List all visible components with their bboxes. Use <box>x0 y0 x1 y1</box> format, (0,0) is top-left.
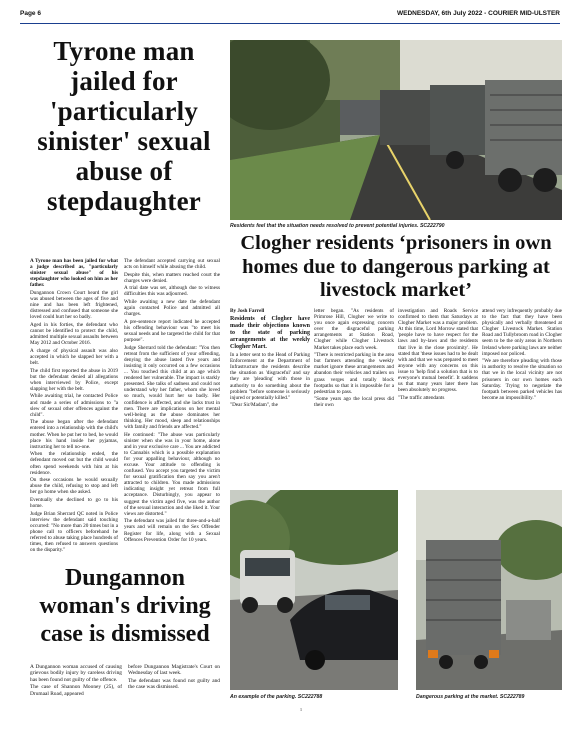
story1-col2 <box>124 258 220 558</box>
header-rule <box>20 23 560 24</box>
photo-lorries-image <box>230 40 562 220</box>
paragraph: When the relationship ended, the defendant moved out but the child would often spend weekends with him at his residence. <box>30 451 118 476</box>
story2-col4 <box>482 308 562 488</box>
photo-trailers-market <box>416 490 562 690</box>
paragraph: By Josh Farrell <box>230 308 265 314</box>
paragraph: "The traffic attendants <box>398 394 445 401</box>
page-number: Page 6 <box>20 10 41 17</box>
paragraph: A charge of physical assault was also accepted in which he slapped her with a belt. <box>30 347 118 366</box>
photo-parked-cars-image <box>230 490 398 690</box>
story2-col3 <box>398 308 478 488</box>
caption-left: An example of the parking. SC222788 <box>230 694 323 700</box>
paragraph: The defendant was found not guilty and the case was dismissed. <box>128 678 220 691</box>
story3-headline: Dungannon woman's driving case is dismissed <box>39 565 211 647</box>
paragraph: The defendant accepted carrying out sexual acts on himself while abusing the child. <box>124 258 220 271</box>
paragraph: While awaiting a new date the defendant again contacted Police and admitted all charges. <box>124 299 220 318</box>
paragraph: The abuse began after the defendant entered into a relationship with the child's mother. When he put her to bed, he would place his hand inside her pyjamas, instructing her to tell no-one. <box>30 419 118 450</box>
paragraph: attend very infrequently probably due to the fact that they have been physically and verbally threatened at Clogher Livestock Market. Station Road and Tullybroom road in Clogher seem to be the only areas in Northern Ireland where parking laws are neither imposed nor policed. <box>482 308 562 357</box>
paragraph: "Some years ago the local press did their own <box>314 396 394 409</box>
story1-col1 <box>30 258 118 558</box>
paragraph: Residents of Clogher have made their objections known to the state of parking arrangements at the weekly Clogher Mart. <box>230 315 310 350</box>
caption-right: Dangerous parking at the market. SC222789 <box>416 694 525 700</box>
paragraph: "We are therefore pleading with those in authority to resolve the situation so that we in the local vicinity are not prisoners in our own homes each Saturday. Trying to negotiate the footpath between parked vehicles has become an impossibility." <box>482 358 562 401</box>
paragraph: Judge Brian Sherrard QC noted in Police interview the defendant said touching occurred: "No more than 20 times but in a phone call to officers beforehand he referred to abuse taking place hundreds of times, then refused to answers questions on the disparity." <box>30 510 118 554</box>
paragraph: A trial date was set, although due to witness difficulties this was adjourned. <box>124 285 220 298</box>
photo-trailers-image <box>416 490 562 690</box>
page-marker: 1 <box>300 707 302 712</box>
paragraph: Despite this, when matters reached court the charges were denied. <box>124 271 220 284</box>
paragraph: "There is restricted parking in the area but farmers attending the weekly market ignore these arrangements and abandon their vehicles and trailers on grass verges and totally block footpaths so that it is impossible for a pedestrian to pass. <box>314 352 394 395</box>
paragraph: letter began. "As residents of Primrose Hill, Clogher we write to you once again expressing concern over the disgraceful parking arrangements at Station Road, Clogher while Clogher Livestock Market takes place each week. <box>314 308 394 351</box>
paragraph: "Dear Sir/Madam", the <box>230 402 278 409</box>
photo-livestock-lorries <box>230 40 562 220</box>
paragraph: Aged in his forties, the defendant who cannot be identified to protect the child, admitted multiple sexual assaults between May 2012 and October 2016. <box>30 321 118 347</box>
paragraph: In a letter sent to the Head of Parking Enforcement at the Department of Infrastructure the residents describe the situation as 'disgraceful' and say they are 'pleading' with those in authority to do something about the problem "before someone is seriously injured or potentially killed." <box>230 352 310 401</box>
story2-col2 <box>314 308 394 488</box>
story3-col1 <box>30 664 122 704</box>
paragraph: He continued: "The abuse was particularly sinister when she was in your home, alone and in your exclusive care ... You are addicted to Cannabis which is a possible explanation for your appalling behaviour, although no excuse. Your attitude to offending is confused. You accept you targeted the victim for sexual gratification then say you aren't attracted to children. You made admissions indicating insight yet retreat from full acceptance. Disturbingly, you appear to suggest the victim aged five, was the author of the sexual interaction and she liked it. Your views are distorted." <box>124 431 220 517</box>
page-header <box>20 10 560 22</box>
paragraph: A pre-sentence report indicated he accepted his offending behaviour was "to meet his sexual needs and he targeted the child for that purpose". <box>124 318 220 344</box>
photo-parked-cars <box>230 490 398 690</box>
story1-headline: Tyrone man jailed for 'particularly sinister' sexual abuse of stepdaughter <box>37 36 211 216</box>
paragraph: A Dungannon woman accused of causing grievous bodily injury by careless driving has been found not guilty of the offence. <box>30 664 122 683</box>
story3-col2 <box>128 664 220 704</box>
paragraph: Eventually she declined to go to his home. <box>30 496 118 510</box>
dateline: WEDNESDAY, 6th July 2022 - COURIER MID-ULSTER <box>396 10 560 17</box>
paragraph: On these occasions he would sexually abuse the child, refusing to stop and left her go home when she asked. <box>30 477 118 496</box>
story2-photo-caption: Residents feel that the situation needs resolved to prevent potential injuries. SC222790 <box>230 223 445 229</box>
paragraph: The case of Shannon Mooney (25), of Drumaal Road, appeared <box>30 684 122 697</box>
paragraph: investigation and Roads Service confirmed to them that Saturdays at Clogher Market was a major problem. At this time, Lord Morrow stated that 'people have to have respect for the laws and by-laws and the residents that live in the close proximity'. He stated that 'these issues had to be dealt with and that we was prepared to meet anyone with any concerns on this issue to 'help find a solution that is to everyone's mutual benefit'. It saddens us that many years later there has been absolutely no progress. <box>398 308 478 394</box>
paragraph: A Tyrone man has been jailed for what a judge described as, "particularly sinister sexual abuse" of his stepdaughter who looked on him as her father. <box>30 258 118 289</box>
paragraph: Dungannon Crown Court heard the girl was abused between the ages of five and nine and has been left frightened, distressed and confused that someone she loved could hurt her so badly. <box>30 289 118 321</box>
story2-col1 <box>230 308 310 488</box>
story2-headline: Clogher residents ‘prisoners in own homes due to dangerous parking at livestock market’ <box>240 232 552 301</box>
paragraph: Judge Sherrard told the defendant: "You then retreat from the sufficient of your offending, denying the abuse lasted five years and insisting it only occurred on a few occasions ... You touched this child at an age which rendered her vulnerable. The impact is starkly presented. She talks of sadness and could not understand why her father, whom she loved so much, would hurt her so badly. Her confidence is affected, and she lacks trust in men. There are implications on her mental well-being as the abuse dominates her thinking. Her mood, sleep and relationships with family and friends are affected." <box>124 344 220 430</box>
paragraph: The child first reported the abuse in 2019 but the defendant denied all allegations when interviewed by Police, except slapping her with the belt. <box>30 367 118 392</box>
paragraph: The defendant was jailed for three-and-a-half years and will remain on the Sex Offender Register for life, along with a Sexual Offences Prevention Order for 10 years. <box>124 518 220 543</box>
paragraph: before Dungannon Magistrate's Court on Wednesday of last week. <box>128 664 220 677</box>
paragraph: While awaiting trial, he contacted Police and made a series of admissions to "a slew of sexual other offences against the child". <box>30 393 118 418</box>
